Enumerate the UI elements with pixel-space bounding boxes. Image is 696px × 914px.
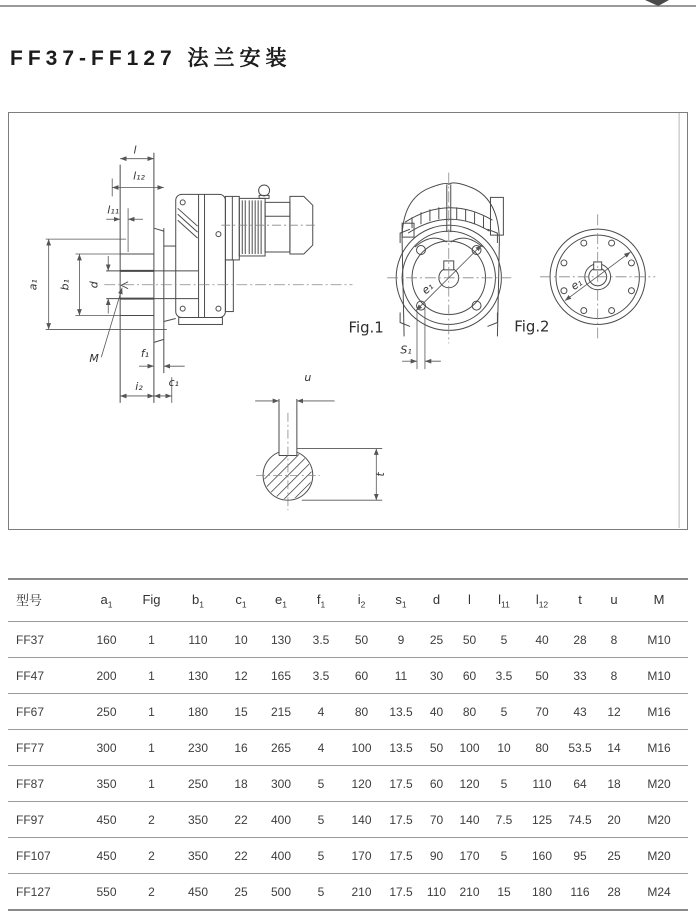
table-cell: 15 <box>497 884 511 899</box>
table-cell: 5 <box>500 776 508 791</box>
fig1-caption: Fig.1 <box>348 318 384 337</box>
table-cell: 130 <box>270 632 292 647</box>
col-header-e1: $e_1$ <box>275 591 287 610</box>
table-cell: 13.5 <box>389 704 413 719</box>
table-cell: 160 <box>96 632 117 647</box>
dim-label-s1: S₁ <box>400 343 412 357</box>
table-cell: 28 <box>607 884 621 899</box>
table-cell: 250 <box>96 704 117 719</box>
table-cell: 60 <box>354 668 369 683</box>
table-cell: 100 <box>351 740 372 755</box>
table-cell: 1 <box>148 668 155 683</box>
top-divider <box>0 5 696 7</box>
table-cell: M24 <box>647 884 671 899</box>
model-cell: FF107 <box>16 848 51 863</box>
table-row <box>8 694 688 730</box>
table-cell: 200 <box>96 668 117 683</box>
table-row <box>8 802 688 838</box>
col-header-model: 型号 <box>16 593 43 609</box>
table-row <box>8 838 688 874</box>
table-row <box>8 730 688 766</box>
table-cell: 80 <box>535 740 549 755</box>
spec-table <box>8 578 688 911</box>
col-header-fig: Fig <box>142 591 161 607</box>
col-header-f1: $f_1$ <box>316 591 326 610</box>
table-cell: 80 <box>354 704 369 719</box>
dim-label-c1: c₁ <box>168 376 179 390</box>
dim-label-e1-fig2: e₁ <box>568 275 585 293</box>
table-cell: 215 <box>270 704 292 719</box>
model-cell: FF67 <box>16 704 45 719</box>
table-cell: 140 <box>459 812 480 827</box>
table-cell: 110 <box>188 632 208 647</box>
table-cell: 100 <box>459 740 480 755</box>
shaft-section-dimensions <box>255 401 382 500</box>
table-cell: 4 <box>317 740 325 755</box>
table-cell: 2 <box>148 812 155 827</box>
table-cell: M20 <box>647 848 671 863</box>
table-cell: 550 <box>96 884 117 899</box>
col-header-a1: $a_1$ <box>100 591 113 610</box>
table-cell: 5 <box>317 812 325 827</box>
col-header-c1: $c_1$ <box>235 591 247 610</box>
table-cell: M16 <box>647 740 671 755</box>
technical-drawing-box <box>8 112 688 530</box>
table-cell: M16 <box>647 704 671 719</box>
table-cell: 180 <box>187 704 209 719</box>
table-cell: 450 <box>96 848 117 863</box>
col-header-l11: $l_{11}$ <box>498 591 510 610</box>
dim-label-l12: l₁₂ <box>133 169 145 183</box>
table-cell: 10 <box>497 740 511 755</box>
table-cell: 12 <box>234 668 248 683</box>
table-cell: 210 <box>351 884 372 899</box>
table-cell: 80 <box>462 704 477 719</box>
model-cell: FF77 <box>16 740 45 755</box>
table-cell: 180 <box>531 884 553 899</box>
table-cell: 13.5 <box>389 740 413 755</box>
dim-label-l: l <box>133 143 137 157</box>
table-cell: 17.5 <box>389 848 413 863</box>
table-cell: 230 <box>187 740 209 755</box>
dim-label-e1-fig1: e₁ <box>419 279 437 297</box>
table-cell: 5 <box>317 776 325 791</box>
table-cell: 10 <box>234 632 248 647</box>
table-cell: 500 <box>270 884 292 899</box>
spec-table-body <box>8 622 688 911</box>
table-cell: 140 <box>351 812 372 827</box>
col-header-s1: $s_1$ <box>395 591 407 610</box>
table-cell: 33 <box>573 668 587 683</box>
table-cell: 60 <box>429 776 444 791</box>
table-cell: 116 <box>570 884 590 899</box>
col-header-b1: $b_1$ <box>192 591 204 610</box>
table-cell: 70 <box>535 704 549 719</box>
dim-label-f1: f₁ <box>140 347 150 361</box>
table-cell: 18 <box>607 776 621 791</box>
table-cell: 30 <box>429 668 444 683</box>
table-cell: 210 <box>459 884 480 899</box>
table-cell: 2 <box>148 884 155 899</box>
table-cell: 9 <box>397 632 405 647</box>
table-cell: 3.5 <box>495 668 513 683</box>
col-header-l12: $l_{12}$ <box>535 591 549 610</box>
table-cell: 7.5 <box>495 812 513 827</box>
table-cell: 50 <box>429 740 444 755</box>
model-cell: FF37 <box>16 632 45 647</box>
table-cell: 1 <box>148 704 155 719</box>
table-cell: 53.5 <box>568 740 592 755</box>
table-cell: 450 <box>96 812 117 827</box>
table-cell: 5 <box>500 848 508 863</box>
table-cell: 22 <box>234 848 248 863</box>
table-cell: 170 <box>459 848 480 863</box>
table-cell: 17.5 <box>389 812 413 827</box>
table-cell: 1 <box>148 740 155 755</box>
table-cell: 1 <box>148 776 155 791</box>
table-cell: 25 <box>234 884 248 899</box>
dim-label-M: M <box>89 352 99 366</box>
table-cell: 3.5 <box>312 668 330 683</box>
table-cell: 43 <box>573 704 587 719</box>
dim-label-i2: i₂ <box>135 379 143 393</box>
table-cell: 70 <box>429 812 444 827</box>
table-cell: 165 <box>270 668 292 683</box>
table-cell: 350 <box>96 776 117 791</box>
table-cell: 450 <box>187 884 209 899</box>
table-row <box>8 658 688 694</box>
table-row <box>8 874 688 911</box>
table-cell: 11 <box>394 668 408 683</box>
dim-label-a1: a₁ <box>26 279 40 291</box>
table-cell: 90 <box>429 848 444 863</box>
table-row <box>8 622 688 658</box>
table-cell: 50 <box>462 632 477 647</box>
table-cell: 5 <box>317 848 325 863</box>
table-cell: 5 <box>500 704 508 719</box>
table-cell: 17.5 <box>389 884 413 899</box>
table-cell: 160 <box>531 848 553 863</box>
table-cell: 300 <box>270 776 292 791</box>
table-cell: 110 <box>532 776 552 791</box>
table-cell: M10 <box>647 668 671 683</box>
table-cell: 400 <box>270 812 292 827</box>
table-cell: 12 <box>607 704 621 719</box>
table-cell: 18 <box>234 776 248 791</box>
model-cell: FF47 <box>16 668 45 683</box>
table-cell: 28 <box>573 632 587 647</box>
table-cell: 400 <box>270 848 292 863</box>
table-cell: 40 <box>429 704 444 719</box>
table-cell: 350 <box>187 812 209 827</box>
table-cell: 1 <box>148 632 155 647</box>
table-cell: 130 <box>187 668 209 683</box>
model-cell: FF87 <box>16 776 45 791</box>
col-header-d: d <box>432 591 441 607</box>
table-cell: 4 <box>317 704 325 719</box>
table-cell: 64 <box>573 776 587 791</box>
table-cell: 25 <box>607 848 621 863</box>
table-cell: 170 <box>351 848 372 863</box>
header-row <box>8 579 688 622</box>
col-header-l: l <box>468 591 471 607</box>
technical-drawing <box>9 113 686 528</box>
table-cell: 95 <box>573 848 587 863</box>
page-title: FF37-FF127 法兰安装 <box>10 47 292 70</box>
table-cell: 15 <box>234 704 248 719</box>
table-cell: 2 <box>148 848 155 863</box>
table-cell: M20 <box>647 776 671 791</box>
table-cell: 14 <box>607 740 621 755</box>
shaft-section-drawing <box>233 399 352 510</box>
col-header-u: u <box>610 591 618 607</box>
table-cell: 265 <box>270 740 292 755</box>
table-cell: 8 <box>610 668 618 683</box>
table-cell: M10 <box>647 632 671 647</box>
table-cell: M20 <box>647 812 671 827</box>
table-cell: 125 <box>531 812 553 827</box>
fig2-caption: Fig.2 <box>514 317 550 336</box>
fig1-drawing <box>387 173 511 344</box>
table-cell: 3.5 <box>312 632 330 647</box>
col-header-M: M <box>653 591 665 607</box>
table-cell: 25 <box>429 632 444 647</box>
table-cell: 50 <box>535 668 549 683</box>
table-cell: 350 <box>187 848 209 863</box>
col-header-i2: $i_2$ <box>357 591 366 610</box>
table-cell: 20 <box>607 812 621 827</box>
dim-label-t: t <box>374 472 388 477</box>
table-cell: 250 <box>187 776 209 791</box>
side-view-drawing <box>104 153 352 403</box>
table-cell: 16 <box>234 740 248 755</box>
table-cell: 17.5 <box>389 776 413 791</box>
dim-label-u: u <box>304 371 312 385</box>
table-cell: 40 <box>535 632 549 647</box>
table-cell: 110 <box>426 884 447 899</box>
dim-label-b1: b₁ <box>58 279 72 291</box>
table-cell: 120 <box>351 776 372 791</box>
model-cell: FF127 <box>16 884 51 899</box>
table-cell: 8 <box>610 632 618 647</box>
table-cell: 60 <box>462 668 477 683</box>
table-cell: 300 <box>96 740 117 755</box>
table-cell: 5 <box>500 632 508 647</box>
model-cell: FF97 <box>16 812 45 827</box>
dim-label-d: d <box>87 281 101 289</box>
col-header-t: t <box>578 591 582 607</box>
table-cell: 22 <box>234 812 248 827</box>
fig1-dimensions <box>402 245 481 369</box>
table-cell: 50 <box>354 632 369 647</box>
dim-label-l11: l₁₁ <box>107 203 120 217</box>
table-row <box>8 766 688 802</box>
table-cell: 120 <box>459 776 480 791</box>
fig2-drawing <box>540 214 655 341</box>
table-cell: 74.5 <box>568 812 592 827</box>
table-cell: 5 <box>317 884 325 899</box>
